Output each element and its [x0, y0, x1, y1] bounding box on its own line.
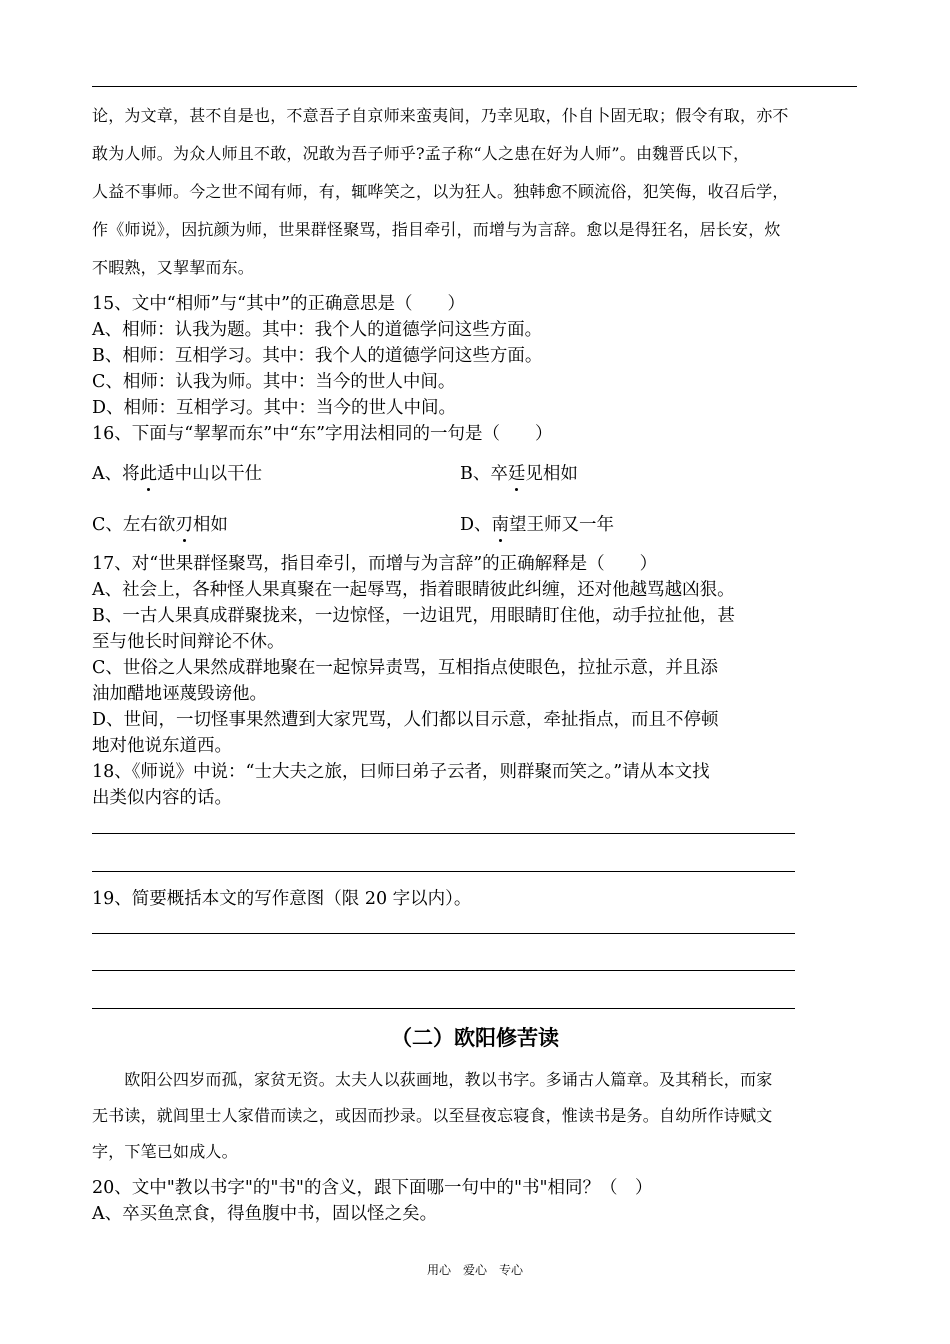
emphasis-dot-char: 刃 [175, 511, 193, 536]
emphasis-dot-char: 此 [140, 460, 158, 485]
q18-answer-line[interactable] [92, 871, 795, 872]
page-footer: 用心 爱心 专心 [426, 1263, 523, 1277]
option-text: 适中山以干仕 [157, 464, 263, 484]
passage-line: 敢为人师。为众人师且不敢，况敢为吾子师乎?孟子称“人之患在好为人师”。由魏晋氏以下， [92, 144, 750, 163]
option-text: 相如 [192, 515, 228, 535]
passage-line: 人益不事师。今之世不闻有师，有，辄哗笑之，以为狂人。独韩愈不顾流俗，犯笑侮，收召后学， [92, 182, 789, 201]
q16-option-d [460, 511, 614, 536]
section-title: （二）欧阳修苦读 [391, 1026, 559, 1050]
q18-answer-line[interactable] [92, 833, 795, 834]
header-rule [92, 86, 857, 87]
q17-line: 油加醋地诬蔑毁谤他。 [92, 684, 267, 704]
q17-stem: 17、对“世果群怪聚骂，指目牵引，而增与为言辞”的正确解释是（ ） [92, 554, 658, 574]
passage-line: 论，为文章，甚不自是也，不意吾子自京师来蛮夷间，乃幸见取，仆自卜固无取；假令有取，亦不 [92, 106, 789, 125]
q20-stem: 20、文中"教以书字"的"书"的含义，跟下面哪一句中的"书"相同？（ ） [92, 1178, 653, 1198]
q19-answer-line[interactable] [92, 933, 795, 934]
q16-option-c [92, 511, 228, 536]
q15-option-d: D、相师：互相学习。其中：当今的世人中间。 [92, 398, 457, 418]
q17-line: 地对他说东道西。 [92, 736, 232, 756]
q15-option-c: C、相师：认我为师。其中：当今的世人中间。 [92, 372, 456, 392]
q18-line: 18、《师说》中说：“士大夫之旅，曰师曰弟子云者，则群聚而笑之。”请从本文找 [92, 762, 710, 782]
passage-line: 无书读，就闾里士人家借而读之，或因而抄录。以至昼夜忘寝食，惟读书是务。自幼所作诗赋文 [92, 1106, 773, 1125]
q20-option-a: A、卒买鱼烹食，得鱼腹中书，固以怪之矣。 [92, 1204, 438, 1224]
emphasis-dot-char: 廷 [508, 460, 526, 485]
passage-line: 欧阳公四岁而孤，家贫无资。太夫人以荻画地，教以书字。多诵古人篇章。及其稍长，而家 [92, 1070, 773, 1089]
option-text: D、 [460, 515, 492, 535]
q16-option-b [460, 460, 578, 485]
option-text: 见相如 [525, 464, 578, 484]
q19-answer-line[interactable] [92, 1008, 795, 1009]
q17-line: C、世俗之人果然成群地聚在一起惊异责骂，互相指点使眼色，拉扯示意，并且添 [92, 658, 718, 678]
q16-stem: 16、下面与“挈挈而东”中“东”字用法相同的一句是（ ） [92, 424, 553, 444]
option-text: C、左右欲 [92, 515, 176, 535]
q17-line: B、一古人果真成群聚拢来，一边惊怪，一边诅咒，用眼睛盯住他，动手拉扯他，甚 [92, 606, 735, 626]
q17-line: D、世间，一切怪事果然遭到大家咒骂，人们都以目示意，牵扯指点，而且不停顿 [92, 710, 719, 730]
option-text: 望王师又一年 [509, 515, 615, 535]
passage-1 [92, 97, 862, 287]
option-text: B、卒 [460, 464, 508, 484]
q15-stem: 15、文中“相师”与“其中”的正确意思是（ ） [92, 294, 466, 314]
q17-line: A、社会上，各种怪人果真聚在一起辱骂，指着眼睛彼此纠缠，还对他越骂越凶狠。 [92, 580, 735, 600]
q15-option-b: B、相师：互相学习。其中：我个人的道德学问这些方面。 [92, 346, 543, 366]
q18-line: 出类似内容的话。 [92, 788, 232, 808]
passage-line: 字，下笔已如成人。 [92, 1142, 238, 1161]
passage-line: 作《师说》，因抗颜为师，世果群怪聚骂，指目牵引，而增与为言辞。愈以是得狂名，居长安，炊 [92, 220, 781, 239]
q16-option-a [92, 460, 262, 485]
q19-stem: 19、简要概括本文的写作意图（限 20 字以内）。 [92, 889, 472, 909]
q19-answer-line[interactable] [92, 970, 795, 971]
q15-option-a: A、相师：认我为题。其中：我个人的道德学问这些方面。 [92, 320, 543, 340]
passage-line: 不暇熟，又挈挈而东。 [92, 258, 255, 277]
emphasis-dot-char: 南 [492, 511, 510, 536]
q17-line: 至与他长时间辩论不休。 [92, 632, 285, 652]
passage-2 [92, 1062, 862, 1170]
option-text: A、将 [92, 464, 140, 484]
